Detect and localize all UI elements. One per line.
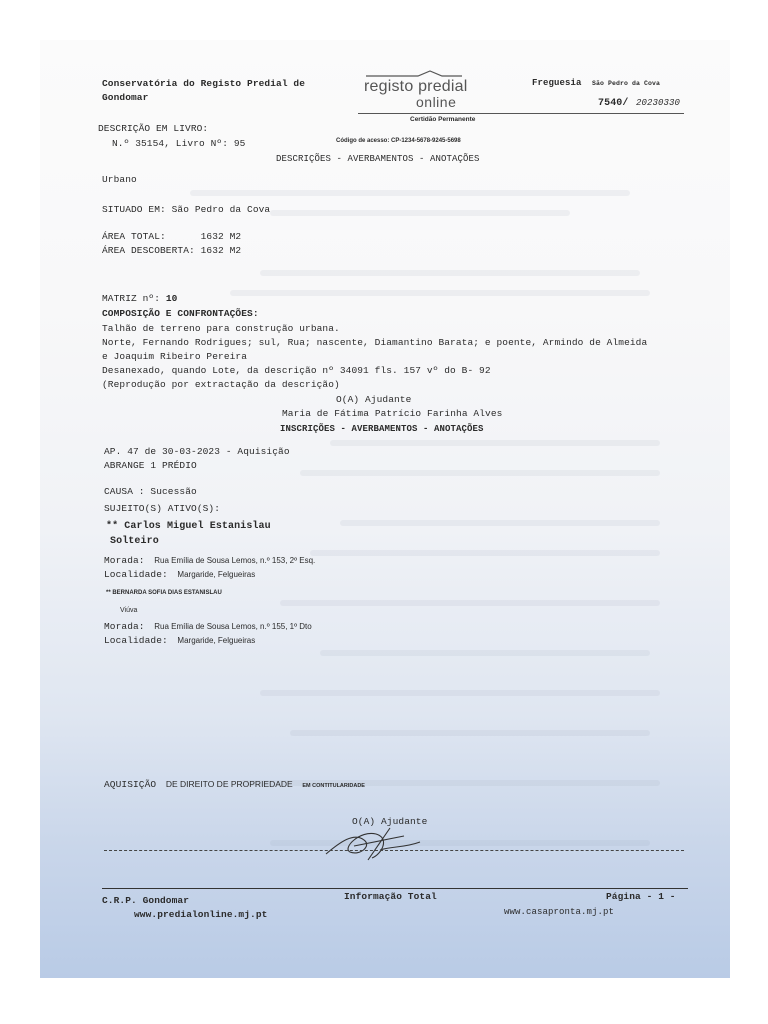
- footer-link-predialonline: www.predialonline.mj.pt: [134, 909, 268, 920]
- morada-label: Morada:: [104, 621, 145, 632]
- aquisicao-line: [104, 774, 365, 792]
- situado-em: SITUADO EM: São Pedro da Cova: [102, 204, 271, 215]
- composicao-line: Talhão de terreno para construção urbana.: [102, 323, 340, 334]
- area-total: ÁREA TOTAL: 1632 M2: [102, 231, 242, 242]
- show-through-text: [300, 470, 660, 476]
- aquisicao-suffix: EM CONTITULARIDADE: [302, 783, 365, 789]
- tipo-predio: Urbano: [102, 174, 137, 185]
- freguesia-label: Freguesia: [532, 78, 582, 88]
- footer-info: Informação Total: [344, 891, 437, 902]
- registo-predial-logo: [358, 70, 468, 116]
- sujeito1-estado: Solteiro: [110, 536, 159, 547]
- ap-line: AP. 47 de 30-03-2023 - Aquisição: [104, 446, 290, 457]
- signature-dashed-line: [104, 850, 684, 851]
- show-through-text: [270, 210, 570, 216]
- descricao-label: DESCRIÇÃO EM LIVRO:: [98, 123, 209, 134]
- composicao-line: e Joaquim Ribeiro Pereira: [102, 351, 248, 362]
- abrange: ABRANGE 1 PRÉDIO: [104, 460, 197, 471]
- localidade-value: Margaride, Felgueiras: [177, 570, 256, 579]
- ajudante-name: Maria de Fátima Patrício Farinha Alves: [282, 408, 503, 419]
- composicao-line: (Reprodução por extractação da descrição): [102, 379, 340, 390]
- document-page: [40, 40, 730, 978]
- sujeito2-name: ** BERNARDA SOFIA DIAS ESTANISLAU: [106, 590, 222, 596]
- inscricoes-section-title: INSCRIÇÕES - AVERBAMENTOS - ANOTAÇÕES: [280, 424, 484, 434]
- show-through-text: [320, 650, 650, 656]
- composicao-label: COMPOSIÇÃO E CONFRONTAÇÕES:: [102, 308, 259, 319]
- causa: CAUSA : Sucessão: [104, 486, 197, 497]
- localidade-value: Margaride, Felgueiras: [177, 636, 256, 645]
- composicao-line: Desanexado, quando Lote, da descrição nº 34091 fls. 157 vº do B- 92: [102, 365, 491, 376]
- descricao-numero: N.º 35154, Livro Nº: 95: [112, 138, 246, 149]
- footer-office: C.R.P. Gondomar: [102, 895, 190, 906]
- certidao-label: Certidão Permanente: [410, 116, 476, 123]
- logo-text-line2: online: [416, 94, 457, 110]
- sujeito2-estado: Viúva: [120, 607, 138, 614]
- logo-text-line1: registo predial: [364, 78, 468, 95]
- office-city: Gondomar: [102, 92, 149, 103]
- show-through-text: [310, 550, 660, 556]
- document-date: 20230330: [636, 98, 681, 108]
- matriz-label: MATRIZ nº:: [102, 293, 166, 304]
- sujeito2-localidade: [104, 630, 255, 648]
- show-through-text: [260, 270, 640, 276]
- matriz: [102, 293, 177, 304]
- signature: [320, 824, 430, 864]
- show-through-text: [330, 440, 660, 446]
- show-through-text: [190, 190, 630, 196]
- matriz-value: 10: [165, 293, 178, 304]
- freguesia-value: São Pedro da Cova: [592, 80, 661, 87]
- footer-rule: [102, 888, 688, 889]
- show-through-text: [260, 690, 660, 696]
- aquisicao-prefix: AQUISIÇÃO: [104, 779, 157, 790]
- localidade-label: Localidade:: [104, 635, 168, 646]
- page-number: Página - 1 -: [606, 891, 676, 902]
- area-descoberta: ÁREA DESCOBERTA: 1632 M2: [102, 245, 242, 256]
- localidade-label: Localidade:: [104, 569, 168, 580]
- sujeito1-name: ** Carlos Miguel Estanislau: [106, 521, 271, 532]
- morada-label: Morada:: [104, 555, 145, 566]
- sujeito1-localidade: [104, 564, 255, 582]
- aquisicao-main: DE DIREITO DE PROPRIEDADE: [165, 779, 293, 789]
- sujeitos-label: SUJEITO(S) ATIVO(S):: [104, 503, 221, 514]
- show-through-text: [230, 290, 650, 296]
- footer-link-casapronta: www.casapronta.mj.pt: [504, 907, 615, 917]
- show-through-text: [290, 730, 650, 736]
- show-through-text: [340, 520, 660, 526]
- composicao-line: Norte, Fernando Rodrigues; sul, Rua; nascente, Diamantino Barata; e poente, Armindo de Almeida: [102, 337, 648, 348]
- morada-value: Rua Emília de Sousa Lemos, n.º 155, 1º Dto: [154, 622, 312, 631]
- document-code: 7540/: [598, 98, 629, 109]
- header-rule: [358, 113, 684, 114]
- descricoes-section-title: DESCRIÇÕES - AVERBAMENTOS - ANOTAÇÕES: [276, 154, 480, 164]
- office-name: Conservatória do Registo Predial de: [102, 78, 306, 89]
- morada-value: Rua Emília de Sousa Lemos, n.º 153, 2º Esq.: [154, 556, 316, 565]
- ajudante-title-2: O(A) Ajudante: [352, 816, 428, 827]
- show-through-text: [280, 600, 660, 606]
- codigo-acesso: Código de acesso: CP-1234-5678-9245-5698: [336, 138, 461, 144]
- ajudante-title: O(A) Ajudante: [336, 394, 412, 405]
